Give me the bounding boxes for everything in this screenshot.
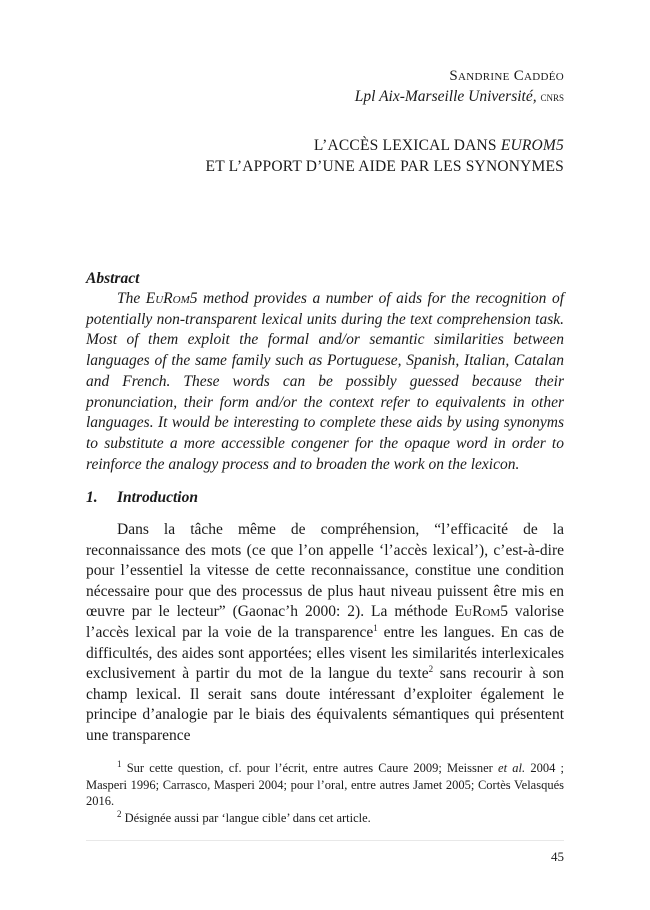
affiliation-institution: Lpl Aix-Marseille Université, — [354, 88, 537, 105]
footnotes — [86, 760, 564, 826]
body-paragraph — [86, 520, 564, 747]
author-block — [355, 66, 564, 108]
abstract-heading: Abstract — [86, 270, 140, 287]
title-line-1 — [206, 135, 564, 156]
article-title — [206, 135, 564, 177]
body-text-part-3: entre les langues. En cas de difficultés, des aides sont apportées; elles visent les similarités interlexicales exclusivement à partir du mot de la langue du texte — [86, 623, 564, 683]
section-title: Introduction — [117, 489, 198, 506]
affiliation-organization: cnrs — [540, 89, 564, 104]
footnote-ref-2[interactable]: 2 — [428, 664, 434, 674]
author-affiliation — [355, 86, 564, 108]
title-method-name: EUROM5 — [500, 137, 564, 154]
footnote-1-et-al: et al. — [498, 761, 526, 775]
title-line-2: ET L’APPORT D’UNE AIDE PAR LES SYNONYMES — [205, 158, 564, 175]
section-number: 1. — [86, 489, 98, 506]
abstract-text-rest: method provides a number of aids for the recognition of potentially non-transparent lexical units during the text comprehension task. Most of them exploit the formal and/or semantic similarities between languages of the same family such as Portuguese, Spanish, Italian, Catalan and French. These words can be possibly guessed because their pronunciation, their form and/or the context refer to equivalents in other languages. It would be interesting to complete these aids by using synonyms to substitute a more accessible congener for the opaque word in order to reinforce the analogy process and to broaden the work on the lexicon. — [86, 290, 565, 473]
abstract-section — [86, 268, 564, 475]
body-method-number: 5 — [500, 603, 508, 621]
author-name: Sandrine Caddéo — [449, 68, 564, 84]
footnote-2-mark: 2 — [117, 808, 122, 819]
page-number: 45 — [551, 849, 564, 864]
footnote-2-text: Désignée aussi par ‘langue cible’ dans cet article. — [121, 810, 371, 825]
abstract-method-name: EuRom — [145, 290, 190, 307]
abstract-text — [86, 289, 564, 475]
abstract-method-number: 5 — [189, 290, 198, 307]
footnote-1-mark: 1 — [117, 758, 122, 769]
body-text-part-4: sans recourir à son champ lexical. Il serait sans doute intéressant d’exploiter également le principe d’analogie par le biais des équivalents sémantiques qui présentent une transparence — [86, 665, 565, 744]
footnote-1-text-end: 2004 ; Masperi 1996; Carrasco, Masperi 2004; pour l’oral, entre autres Jamet 2005; Cortès Velasqués 2016. — [86, 761, 565, 809]
footer-rule — [86, 840, 564, 841]
footnote-2 — [86, 810, 564, 827]
body-text-part-1: Dans la tâche même de compréhension, “l’efficacité de la reconnaissance des mots (ce que l’on appelle ‘l’accès lexical’), c’est-à-dire pour l’essentiel la vitesse de cette reconnaissance, constitue une condition nécessaire pour que des processus de plus haut niveau puissent être mis en œuvre par le lecteur” (Gaonac’h 2000: 2). La méthode — [86, 521, 564, 621]
title-line-1-text: L’ACCÈS LEXICAL DANS — [313, 137, 501, 154]
body-text-part-2: valorise l’accès lexical par la voie de la transparence — [86, 603, 564, 641]
section-heading-introduction — [86, 487, 198, 508]
abstract-text-start: The — [117, 290, 146, 307]
footnote-1-text-start: Sur cette question, cf. pour l’écrit, entre autres Caure 2009; Meissner — [121, 761, 499, 775]
footnote-ref-1[interactable]: 1 — [373, 622, 378, 633]
footnote-1 — [86, 760, 564, 810]
body-method-name: EuRom — [454, 603, 501, 621]
